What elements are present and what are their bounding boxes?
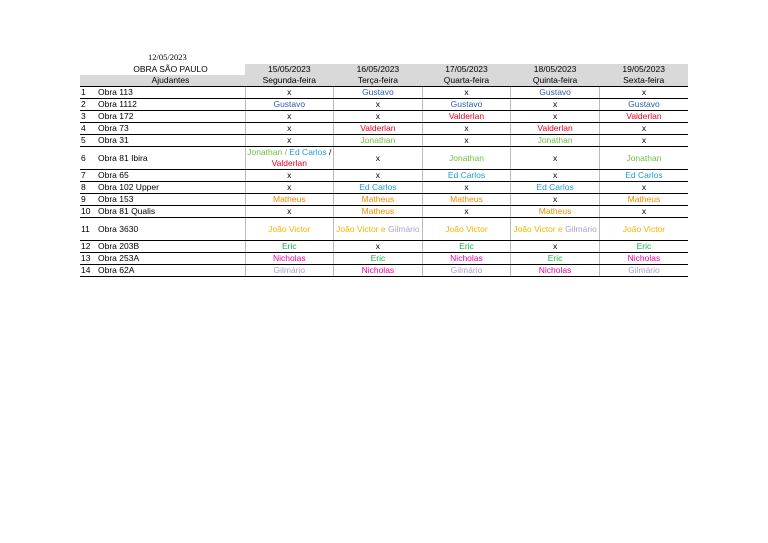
assignment-cell (245, 123, 334, 135)
no-assignment-mark: x (464, 182, 469, 192)
assignment-cell (599, 206, 688, 218)
sheet-title: OBRA SÃO PAULO (133, 64, 208, 74)
assignment-cell (511, 135, 600, 147)
assignment-cell (245, 87, 334, 99)
no-assignment-mark: x (287, 123, 292, 133)
assignment-cell (334, 194, 423, 206)
helper-name: Ed Carlos (536, 182, 574, 192)
assignment-cell (245, 194, 334, 206)
helper-name: Eric (370, 253, 386, 263)
helper-name: Nicholas (450, 253, 483, 263)
assignment-cell (334, 182, 423, 194)
obra-name: Obra 81 Qualis (96, 206, 245, 218)
no-assignment-mark: x (464, 123, 469, 133)
assignment-cell (599, 99, 688, 111)
day-name: Quarta-feira (422, 75, 511, 87)
assignment-cell (245, 135, 334, 147)
no-assignment-mark: x (287, 170, 292, 180)
table-row (80, 87, 688, 99)
helpers-label: Ajudantes (96, 75, 245, 87)
helper-name: Valderlan (537, 123, 573, 133)
helper-name: Gustavo (539, 87, 571, 97)
assignment-cell (599, 194, 688, 206)
helper-name: Eric (636, 241, 652, 251)
assignment-cell (422, 241, 511, 253)
assignment-cell (511, 147, 600, 170)
table-row (80, 218, 688, 241)
helper-name: Ed Carlos (625, 170, 663, 180)
assignment-cell (511, 182, 600, 194)
row-number: 1 (80, 87, 96, 99)
helper-name: Nicholas (538, 265, 572, 275)
no-assignment-mark: x (464, 135, 469, 145)
helper-name: Jonathan (448, 152, 484, 163)
assignment-cell (334, 253, 423, 265)
assignment-cell (422, 206, 511, 218)
assignment-cell (334, 87, 423, 99)
assignment-cell (245, 170, 334, 182)
helper-name: Valderlan (360, 123, 396, 133)
no-assignment-mark: x (641, 123, 647, 133)
helper-name: Jonathan (626, 152, 662, 163)
assignment-cell (511, 206, 600, 218)
assignment-cell (599, 241, 688, 253)
row-number: 7 (80, 170, 96, 182)
obra-name: Obra 153 (96, 194, 245, 206)
day-name: Sexta-feira (599, 75, 688, 87)
assignment-cell (511, 87, 600, 99)
assignment-cell (599, 265, 688, 277)
no-assignment-mark: x (287, 182, 292, 192)
assignment-cell (422, 194, 511, 206)
obra-name: Obra 172 (96, 111, 245, 123)
helper-name: Jonathan (360, 135, 396, 145)
assignment-cell (511, 218, 600, 241)
no-assignment-mark: x (552, 241, 558, 251)
assignment-cell (334, 265, 423, 277)
table-row (80, 99, 688, 111)
helper-name: Nicholas (361, 265, 395, 275)
helper-name: Matheus (361, 194, 395, 204)
table-row (80, 241, 688, 253)
assignment-cell (599, 147, 688, 170)
assignment-cell (599, 135, 688, 147)
obra-name: Obra 65 (96, 170, 245, 182)
assignment-cell (245, 99, 334, 111)
no-assignment-mark: x (641, 87, 647, 97)
assignment-cell (599, 253, 688, 265)
helper-name: Gilmário (450, 265, 483, 275)
assignment-cell (511, 170, 600, 182)
helper-name: Ed Carlos (289, 147, 327, 157)
assignment-cell (511, 253, 600, 265)
assignment-cell (334, 123, 423, 135)
row-number: 6 (80, 147, 96, 170)
obra-name: Obra 31 (96, 135, 245, 147)
assignment-cell (511, 194, 600, 206)
obra-name: Obra 113 (96, 87, 245, 99)
assignment-cell (511, 123, 600, 135)
no-assignment-mark: x (552, 152, 558, 163)
row-number: 2 (80, 99, 96, 111)
helper-name: Eric (281, 241, 297, 251)
day-date: 18/05/2023 (511, 64, 600, 75)
row-number: 10 (80, 206, 96, 218)
table-row (80, 206, 688, 218)
no-assignment-mark: x (464, 87, 469, 97)
no-assignment-mark: x (464, 206, 469, 216)
assignment-cell (245, 147, 334, 170)
day-date: 17/05/2023 (422, 64, 511, 75)
day-name: Terça-feira (334, 75, 423, 87)
no-assignment-mark: x (375, 99, 381, 109)
row-number: 11 (80, 218, 96, 241)
assignment-cell (422, 111, 511, 123)
helper-name: Ed Carlos (359, 182, 397, 192)
helper-name: Valderlan (626, 111, 662, 121)
helper-name: Gustavo (362, 87, 394, 97)
helper-name: Matheus (272, 194, 306, 204)
no-assignment-mark: x (552, 111, 558, 121)
helper-name: Matheus (361, 206, 395, 216)
no-assignment-mark: x (552, 170, 558, 180)
table-row (80, 182, 688, 194)
helper-name: Matheus (627, 194, 661, 204)
no-assignment-mark: x (287, 135, 292, 145)
no-assignment-mark: x (552, 194, 558, 204)
day-name: Quinta-feira (511, 75, 600, 87)
no-assignment-mark: x (375, 152, 381, 163)
obra-name: Obra 81 Ibira (96, 147, 245, 170)
assignment-cell (422, 253, 511, 265)
assignment-cell (599, 182, 688, 194)
row-number: 12 (80, 241, 96, 253)
obra-name: Obra 62A (96, 265, 245, 277)
assignment-cell (334, 111, 423, 123)
assignment-cell (599, 170, 688, 182)
assignment-cell (334, 147, 423, 170)
assignment-cell (334, 241, 423, 253)
assignment-cell (422, 87, 511, 99)
helper-name: João Victor (268, 223, 311, 234)
no-assignment-mark: x (287, 206, 292, 216)
assignment-cell (422, 135, 511, 147)
assignment-cell (422, 218, 511, 241)
no-assignment-mark: x (287, 111, 292, 121)
obra-name: Obra 3630 (96, 218, 245, 241)
assignment-cell (334, 206, 423, 218)
assignment-cell (599, 218, 688, 241)
day-date: 15/05/2023 (245, 64, 334, 75)
header-empty-cell (80, 64, 96, 75)
assignment-cell (422, 170, 511, 182)
obra-name: Obra 1112 (96, 99, 245, 111)
helper-name: João Victor (445, 223, 488, 234)
helper-name: Jonathan / (247, 147, 290, 157)
schedule-body (80, 87, 688, 277)
helper-name: Nicholas (627, 253, 661, 263)
table-row (80, 135, 688, 147)
no-assignment-mark: x (375, 170, 381, 180)
no-assignment-mark: x (375, 241, 381, 251)
day-date: 16/05/2023 (334, 64, 423, 75)
helper-name: Eric (547, 253, 563, 263)
assignment-cell (245, 182, 334, 194)
table-row (80, 194, 688, 206)
no-assignment-mark: x (641, 182, 647, 192)
helper-name: João Victor e (513, 223, 566, 234)
assignment-cell (334, 170, 423, 182)
no-assignment-mark: x (641, 206, 647, 216)
helper-name: Valderlan (448, 111, 485, 121)
helper-name: Matheus (450, 194, 483, 204)
helper-name: Nicholas (272, 253, 306, 263)
no-assignment-mark: x (375, 111, 381, 121)
assignment-cell (511, 265, 600, 277)
schedule-table (80, 64, 688, 277)
assignment-cell (511, 99, 600, 111)
assignment-cell (511, 111, 600, 123)
assignment-cell (599, 111, 688, 123)
assignment-cell (334, 218, 423, 241)
helper-name: Gustavo (273, 99, 306, 109)
table-row (80, 170, 688, 182)
table-row (80, 111, 688, 123)
row-number: 8 (80, 182, 96, 194)
table-row (80, 123, 688, 135)
header-row-dates (80, 64, 688, 75)
helper-name: / (326, 147, 332, 157)
assignment-cell (422, 265, 511, 277)
assignment-cell (245, 241, 334, 253)
no-assignment-mark: x (552, 99, 558, 109)
helper-name: Valderlan (271, 158, 307, 168)
assignment-cell (422, 182, 511, 194)
no-assignment-mark: x (641, 135, 647, 145)
helper-name: João Victor (622, 223, 666, 234)
day-date: 19/05/2023 (599, 64, 688, 75)
helper-name: Gilmário (628, 265, 660, 275)
no-assignment-mark: x (287, 87, 292, 97)
helper-name: Matheus (538, 206, 572, 216)
day-name: Segunda-feira (245, 75, 334, 87)
helper-name: Eric (459, 241, 474, 251)
table-row (80, 253, 688, 265)
obra-name: Obra 73 (96, 123, 245, 135)
header-empty-cell (80, 75, 96, 87)
table-row (80, 265, 688, 277)
assignment-cell (422, 99, 511, 111)
assignment-cell (245, 206, 334, 218)
header-row-weekdays (80, 75, 688, 87)
helper-name: Gustavo (450, 99, 483, 109)
helper-name: Ed Carlos (447, 170, 486, 180)
assignment-cell (245, 265, 334, 277)
assignment-cell (334, 135, 423, 147)
table-row (80, 147, 688, 170)
assignment-cell (511, 241, 600, 253)
obra-name: Obra 253A (96, 253, 245, 265)
row-number: 4 (80, 123, 96, 135)
helper-name: Gilmário (387, 223, 420, 234)
assignment-cell (245, 218, 334, 241)
obra-name: Obra 102 Upper (96, 182, 245, 194)
helper-name: João Victor e (336, 223, 388, 234)
helper-name: Gilmário (273, 265, 306, 275)
document-date: 12/05/2023 (148, 52, 187, 62)
row-number: 9 (80, 194, 96, 206)
helper-name: Jonathan (537, 135, 573, 145)
assignment-cell (422, 123, 511, 135)
assignment-cell (599, 123, 688, 135)
helper-name: Gustavo (628, 99, 660, 109)
assignment-cell (599, 87, 688, 99)
assignment-cell (334, 99, 423, 111)
assignment-cell (422, 147, 511, 170)
row-number: 14 (80, 265, 96, 277)
assignment-cell (245, 111, 334, 123)
assignment-cell (245, 253, 334, 265)
row-number: 5 (80, 135, 96, 147)
row-number: 3 (80, 111, 96, 123)
obra-name: Obra 203B (96, 241, 245, 253)
helper-name: Gilmário (565, 223, 597, 234)
row-number: 13 (80, 253, 96, 265)
